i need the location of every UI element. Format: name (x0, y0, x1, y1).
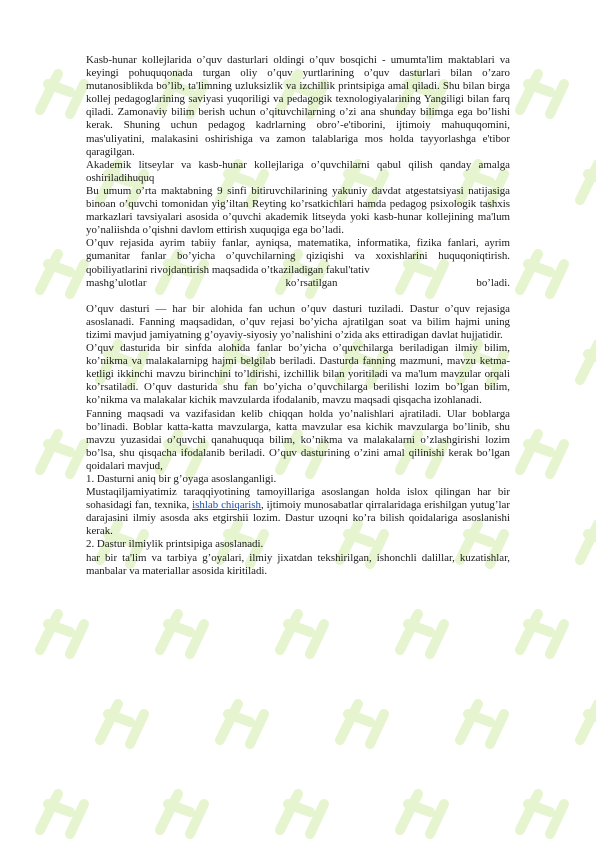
watermark-stroke (280, 794, 324, 834)
paragraph: O’quv rejasida ayrim tabiiy fanlar, ayniqsa, matematika, informatika, fizika fanlari, ayrim gumanitar fanlar bo’yicha o’quvchilarning qiziqishi va xoxishlarini huquqoniqtirish. qobiliyatlarini rivojdantirish maqsadida o’tkaziladigan fakul'tativ (86, 237, 510, 276)
paragraph: 1. Dasturni aniq bir g’oyaga asoslanganligi. (86, 473, 277, 485)
paragraph: O’quv dasturi — har bir alohida fan uchun o’quv dasturi tuziladi. Dastur o’quv rejasiga asoslanadi. Fanning maqsadidan, o’quv rejasi bo’yicha ajratilgan soat va bilim hajmi uning tizimi mavjud jamiyatning g’oyaviy-siyosiy yo’nalishini o’zida aks ettiradigan davlat hujjatidir. (86, 302, 510, 341)
watermark-stroke (520, 254, 564, 294)
spread-word: ko’rsatilgan (285, 276, 338, 289)
spread-word: mashg’ulotlar (86, 276, 147, 289)
paragraph: Kasb-hunar kollejlarida o’quv dasturlari oldingi o’quv bosqichi - umumta'lim maktablari va keyingi pohuquqonada turgan oliy o’quv yurtlarining o’quv dasturlari bilan o’zaro mutanosiblikda bo’lib, ta'limning uzluksizlik va izchillik printsipiga amal qiladi. Shu bilan birga kollej pedagoglarining saviyasi yuqoriligi va pedagogik texnologiyalarining Yangiligi bilan farq qiladi. Zamonaviy bilim berish uchun o’qituvchilarning o’zi ana shunday bilimga ega bo’lishi kerak. Shuning uchun pedagog kadrlarning obro’-e'tiborini, ijtimoiy mahuquqomini, mas'uliyatini, malakasini oshirishiga va zamon talablariga mos holda tayyorlashga e'tibor qaragilgan. (86, 54, 510, 158)
paragraph: Fanning maqsadi va vazifasidan kelib chiqqan holda yo’nalishlari ajratiladi. Ular boblarga bo’linadi. Boblar katta-katta mavzularga, katta mavzular esa kichik mavzularga bo’linib, shu mavzu yuzasidai o’quvchi qanahuquqa bilim, ko’nikma va malakalarni o’zlashgirishi lozim bo’lsa, shu qisqacha ifodalanib beriladi. O’quv dasturining o’zini amal qilinishi kerak bo’lgan qoidalari mavjud, (86, 407, 510, 472)
watermark-stroke (280, 614, 324, 654)
paragraph: O’quv dasturida bir sinfda alohida fanlar bo’yicha o’quvchilarga beriladigan ilmiy bilim, ko’nikma va malakalarnipg hajmi belgilab beriladi. Dasturda fanning mazmuni, mavzu ketma-ketligi ikkinchi mavzu birinchini to’ldirishi, izchillik bilan yoritiladi va ma'lum mavzular orqali ko’rsatiladi. O’quv dasturida shu fan bo’yicha o’quvchilarga berilishi lozim bo’lgan bilim, ko’nikma va malakalar kichik mavzularda ifodalanib, mavzu maqsadi qisqacha izohlanadi. (86, 342, 510, 407)
paragraph: Akademik litseylar va kasb-hunar kollejlariga o’quvchilarni qabul qilish qanday amalga oshiriladihuquq (86, 158, 510, 184)
watermark-stroke (580, 524, 596, 564)
document-body (86, 54, 510, 578)
paragraph-text: , ijtimoiy munosabatlar qirralaridaga erishilgan yutug’lar darajasini ilmiy asosda aks etgirshii lozim. Dastur uzoqni ko’ra bilish qoidalariga asoslanishi kerak. (86, 499, 510, 538)
watermark-stroke (160, 614, 204, 654)
watermark-stroke (400, 794, 444, 834)
paragraph: har bir ta'lim va tarbiya g’oyalari, ilmiy jixatdan tekshirilgan, ishonchli dalillar, kuzatishlar, manbalar va materiallar asosida kiritiladi. (86, 551, 510, 577)
watermark-stroke (460, 704, 504, 744)
watermark-stroke (160, 794, 204, 834)
watermark-stroke (520, 74, 564, 114)
paragraph: 2. Dastur ilmiylik printsipiga asoslanadi. (86, 538, 264, 551)
watermark-stroke (40, 614, 84, 654)
watermark-stroke (40, 74, 84, 114)
watermark-stroke (40, 434, 84, 474)
watermark-stroke (520, 434, 564, 474)
ishlab-chiqarish-link[interactable]: ishlab chiqarish (192, 499, 261, 512)
watermark-stroke (580, 164, 596, 204)
watermark-stroke (40, 254, 84, 294)
watermark-stroke (400, 614, 444, 654)
paragraph: Bu umum o’rta maktabning 9 sinfi bitiruvchilarining yakuniy davdat atgestatsiyasi natijasiga binoan o’quvchi tomonidan yig’iltan Reyting ko’rsatkichlari hamda pedagog psixologik tashxis markazlari tavsiyalari asosida o’quvchi akademik litseyda yoki kasb-hunar kollejining ma'lum yo’naliishda o’qishni davlom ettirish xuquqiga ega bo’ladi. (86, 184, 510, 237)
watermark-stroke (220, 704, 264, 744)
watermark-stroke (520, 794, 564, 834)
blank-line (86, 290, 510, 303)
paragraph-text: Mustaqiljamiyatimiz taraqqiyotining tamoyillariga asoslangan holda islox qilingan har bir sohasidagi fan, texnika, (86, 486, 510, 512)
watermark-stroke (40, 794, 84, 834)
spread-word: bo’ladi. (476, 276, 510, 289)
watermark-stroke (580, 344, 596, 384)
watermark-stroke (580, 704, 596, 744)
watermark-stroke (340, 704, 384, 744)
watermark-stroke (520, 614, 564, 654)
paragraph-with-link (86, 486, 510, 538)
watermark-stroke (100, 704, 144, 744)
spread-line (86, 277, 510, 290)
